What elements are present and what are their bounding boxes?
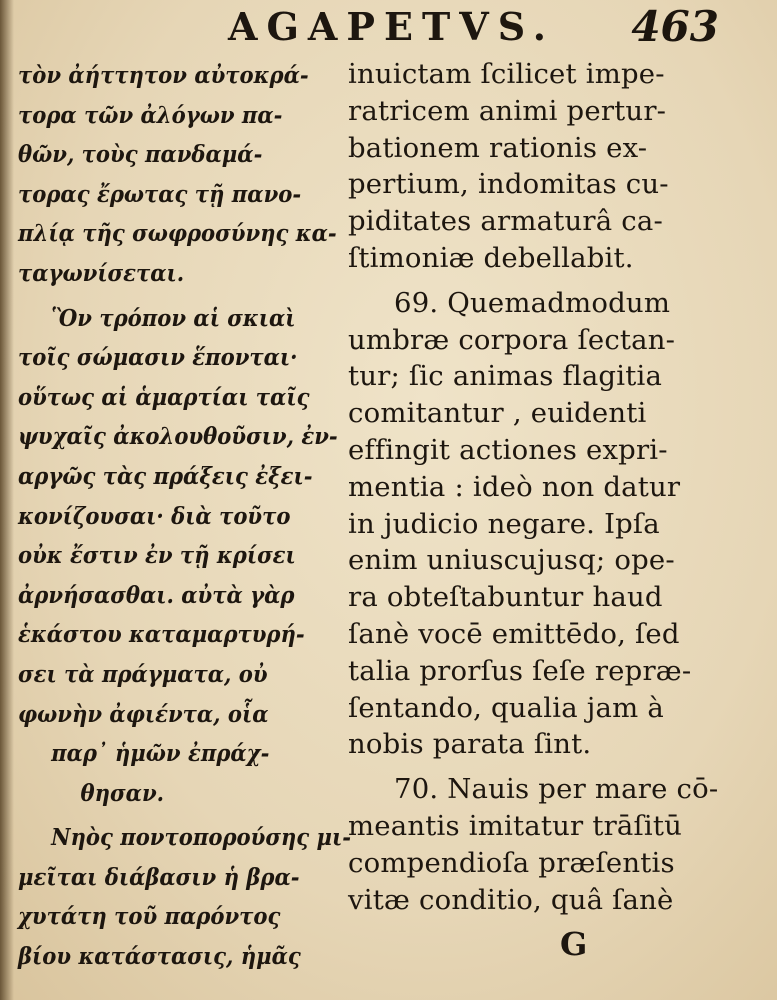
text-line: 70. Nauis per mare cō- bbox=[394, 773, 719, 806]
text-line: nobis parata ſint. bbox=[348, 728, 592, 761]
page-number: 463 bbox=[631, 2, 719, 51]
text-line: Νηὸς ποντοπορούσης μι- bbox=[51, 824, 352, 852]
text-line: compendioſa præſentis bbox=[348, 846, 675, 879]
text-line: οὐκ ἔστιν ἐν τῇ κρίσει bbox=[18, 542, 296, 570]
text-line: pertium, indomitas cu- bbox=[348, 168, 669, 201]
latin-paragraph-3 bbox=[348, 771, 718, 918]
running-head: AGAPETVS. bbox=[228, 4, 556, 49]
text-line: meantis imitatur trāſitū bbox=[348, 809, 683, 842]
text-line: ψυχαῖς ἀκολουθοῦσιν, ἐν- bbox=[18, 423, 338, 451]
text-line: τοῖς σώμασιν ἕπονται· bbox=[18, 344, 298, 372]
text-line: tur; ſic animas flagitia bbox=[348, 360, 663, 393]
text-line: παρ᾽ ἡμῶν ἐπράχ- bbox=[51, 740, 270, 768]
text-line: κονίζουσαι· διὰ τοῦτο bbox=[18, 502, 291, 530]
text-line: talia prorſus ſeſe repræ- bbox=[348, 654, 692, 687]
greek-column bbox=[18, 56, 352, 982]
text-line: umbræ corpora ſectan- bbox=[348, 323, 676, 356]
greek-paragraph-2 bbox=[18, 299, 338, 814]
text-line: χυτάτη τοῦ παρόντος bbox=[18, 903, 281, 931]
latin-paragraph-1 bbox=[348, 56, 718, 277]
text-line: inuictam ſcilicet impe- bbox=[348, 58, 665, 90]
text-line: enim uniuscujusq; ope- bbox=[348, 544, 675, 577]
text-line: τὸν ἀήττητον αὐτοκρά- bbox=[18, 62, 309, 89]
text-line: mentia : ideò non datur bbox=[348, 470, 681, 503]
text-line: ſtimoniæ debellabit. bbox=[348, 241, 634, 274]
text-line: effingit actiones expri- bbox=[348, 433, 668, 466]
text-line: τορας ἔρωτας τῇ πανο- bbox=[18, 180, 302, 208]
text-line: Ὃν τρόπον αἱ σκιαὶ bbox=[51, 304, 296, 332]
latin-column bbox=[348, 56, 718, 926]
text-line: piditates armaturâ ca- bbox=[348, 205, 663, 238]
text-line: πλίᾳ τῆς σωφροσύνης κα- bbox=[18, 220, 337, 248]
text-line: vitæ conditio, quâ ſanè bbox=[348, 883, 674, 916]
signature-mark: G bbox=[560, 925, 588, 963]
text-line: bationem rationis ex- bbox=[348, 131, 648, 164]
text-line: μεῖται διάβασιν ἡ βρα- bbox=[18, 863, 300, 891]
text-line: 69. Quemadmodum bbox=[394, 286, 671, 319]
text-line: βίου κατάστασις, ἡμᾶς bbox=[18, 943, 301, 971]
greek-paragraph-3 bbox=[18, 818, 352, 976]
latin-paragraph-2 bbox=[348, 285, 718, 763]
text-line: θῶν, τοὺς πανδαμά- bbox=[18, 141, 263, 169]
text-line: φωνὴν ἀφιέντα, οἷα bbox=[18, 700, 269, 728]
greek-paragraph-1 bbox=[18, 56, 337, 294]
page-gutter bbox=[0, 0, 14, 1000]
text-line: ſentando, qualia jam à bbox=[348, 691, 664, 724]
text-line: ἑκάστου καταμαρτυρή- bbox=[18, 621, 305, 649]
text-line: σει τὰ πράγματα, οὐ bbox=[18, 660, 268, 688]
text-line: θησαν. bbox=[80, 779, 164, 807]
text-line: comitantur , euidenti bbox=[348, 397, 647, 430]
text-line: in judicio negare. Ipſa bbox=[348, 507, 660, 540]
text-line: τορα τῶν ἀλόγων πα- bbox=[18, 101, 283, 129]
text-line: ἀρνήσασθαι. αὐτὰ γὰρ bbox=[18, 581, 295, 609]
text-line: ratricem animi pertur- bbox=[348, 94, 667, 127]
text-line: ra obteſtabuntur haud bbox=[348, 581, 663, 614]
text-line: ταγωνίσεται. bbox=[18, 259, 185, 287]
text-line: οὕτως αἱ ἁμαρτίαι ταῖς bbox=[18, 383, 310, 411]
text-line: ſanè vocē emittēdo, ſed bbox=[348, 617, 680, 650]
text-line: αργῶς τὰς πράξεις ἐξει- bbox=[18, 462, 313, 490]
